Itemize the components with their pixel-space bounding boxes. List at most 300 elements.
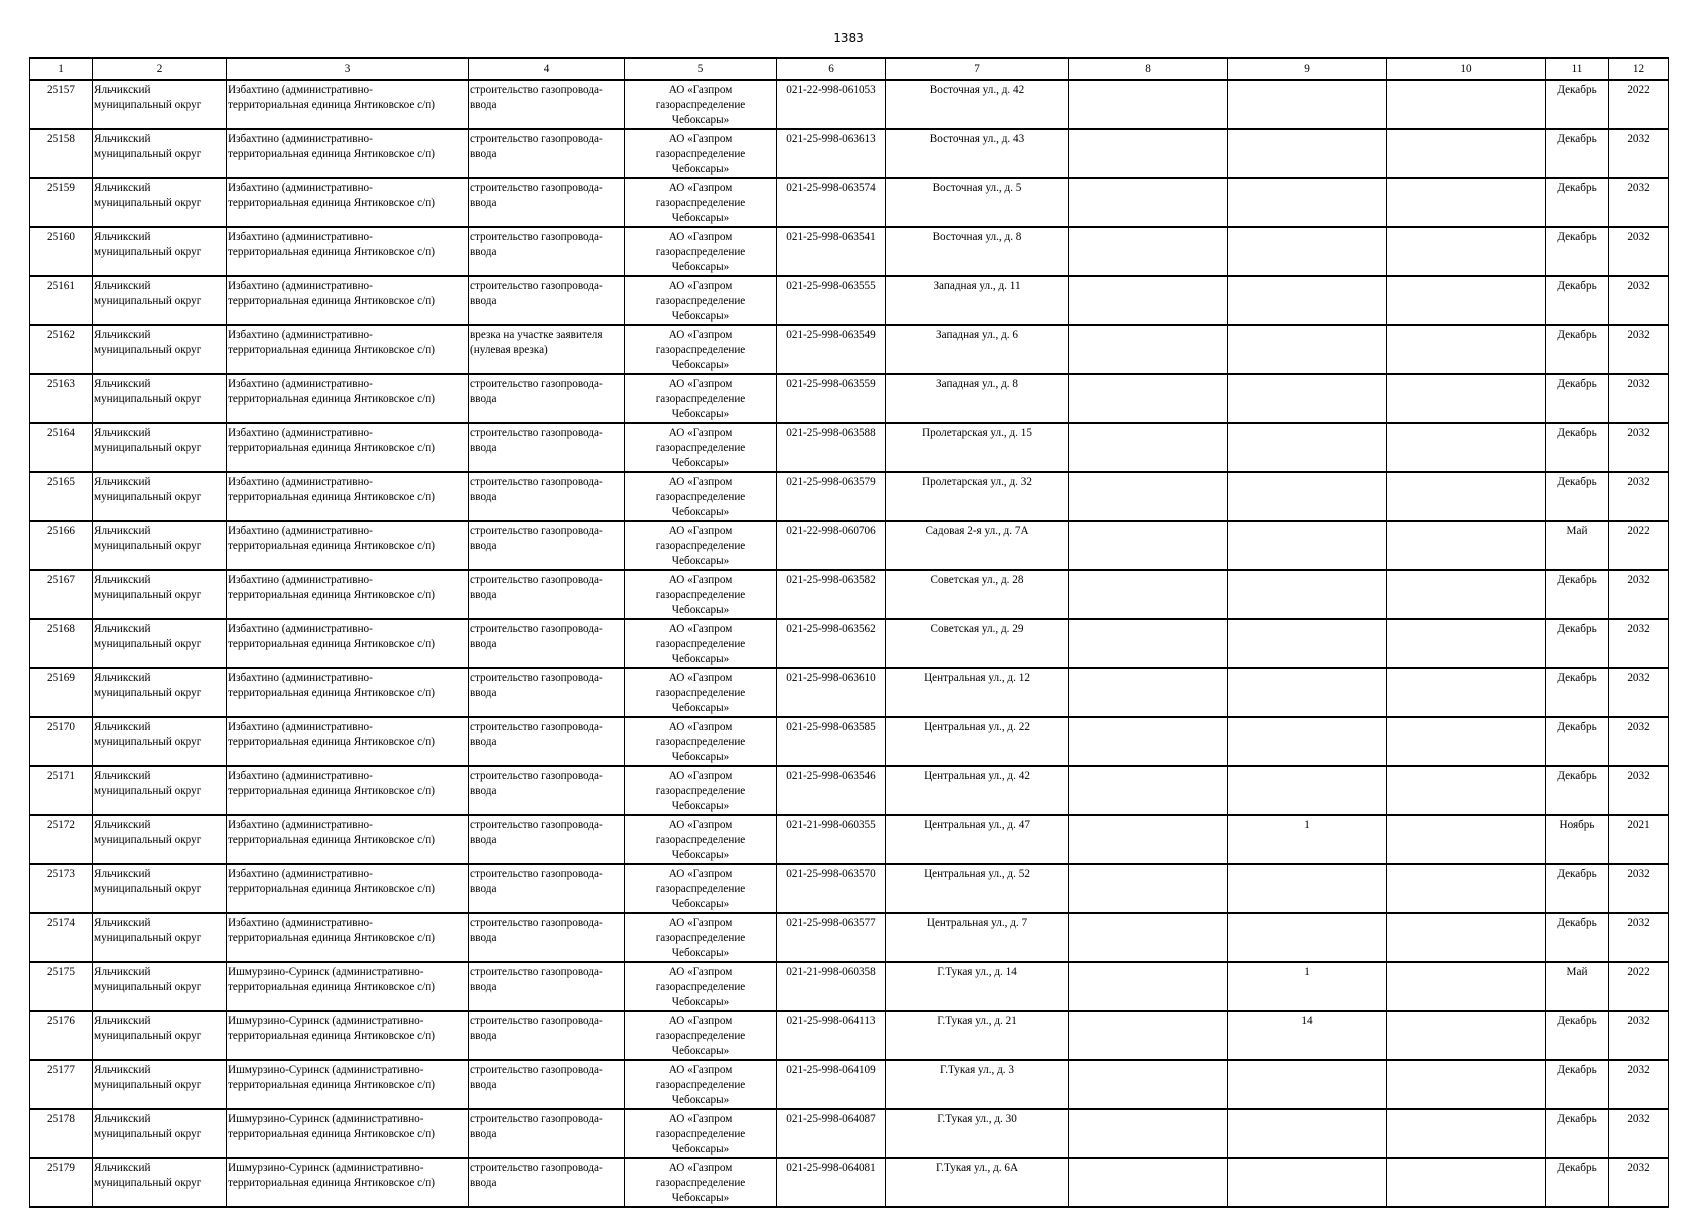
cell-district-text: муниципальный округ xyxy=(94,393,202,405)
cell-locality-text: Избахтино (административно- xyxy=(228,819,373,831)
cell-organization-text: АО «Газпром xyxy=(668,231,733,243)
cell-address xyxy=(886,472,1069,521)
cell-col9 xyxy=(1228,717,1387,766)
cell-address-text: Центральная ул., д. 42 xyxy=(924,770,1030,782)
cell-organization xyxy=(625,962,777,1011)
cell-month xyxy=(1546,227,1609,276)
cell-col9 xyxy=(1228,227,1387,276)
cell-col10 xyxy=(1387,570,1546,619)
cell-col10 xyxy=(1387,423,1546,472)
cell-district-text: Яльчикский xyxy=(94,329,151,341)
cell-month-text: Декабрь xyxy=(1557,770,1597,782)
cell-locality-text: территориальная единица Янтиковское с/п) xyxy=(228,442,435,454)
cell-organization-text: газораспределение xyxy=(655,883,746,895)
column-header: 8 xyxy=(1069,58,1228,80)
cell-district-text: Яльчикский xyxy=(94,133,151,145)
page-number: 1383 xyxy=(833,31,864,45)
cell-row-number xyxy=(30,1060,93,1109)
cell-address xyxy=(886,717,1069,766)
cell-row-number xyxy=(30,178,93,227)
cell-application-code-text: 021-25-998-063610 xyxy=(786,672,876,684)
cell-address-text: Западная ул., д. 6 xyxy=(936,329,1018,341)
cell-year-text: 2032 xyxy=(1627,378,1650,390)
cell-locality-text: территориальная единица Янтиковское с/п) xyxy=(228,491,435,503)
cell-application-code-text: 021-25-998-063582 xyxy=(786,574,876,586)
cell-district xyxy=(93,1060,227,1109)
cell-address-text: Советская ул., д. 28 xyxy=(930,574,1024,586)
cell-application-code xyxy=(777,374,886,423)
cell-address xyxy=(886,374,1069,423)
cell-organization xyxy=(625,815,777,864)
cell-organization-text: Чебоксары» xyxy=(671,506,730,518)
cell-row-number-text: 25168 xyxy=(47,623,75,635)
cell-year-text: 2032 xyxy=(1627,182,1650,194)
table-row xyxy=(30,1011,1669,1060)
cell-row-number xyxy=(30,668,93,717)
table-row xyxy=(30,423,1669,472)
cell-locality-text: территориальная единица Янтиковское с/п) xyxy=(228,638,435,650)
cell-work-type xyxy=(469,864,625,913)
cell-locality xyxy=(227,570,469,619)
cell-work-type-text: ввода xyxy=(470,981,497,993)
cell-col9 xyxy=(1228,178,1387,227)
cell-address-text: Г.Тукая ул., д. 3 xyxy=(940,1064,1014,1076)
cell-year xyxy=(1609,815,1669,864)
cell-application-code-text: 021-25-998-063562 xyxy=(786,623,876,635)
cell-year xyxy=(1609,521,1669,570)
table-row xyxy=(30,521,1669,570)
cell-organization-text: Чебоксары» xyxy=(671,555,730,567)
cell-application-code-text: 021-22-998-060706 xyxy=(786,525,876,537)
cell-locality-text: Избахтино (административно- xyxy=(228,623,373,635)
cell-row-number xyxy=(30,913,93,962)
cell-year-text: 2032 xyxy=(1627,329,1650,341)
cell-application-code-text: 021-25-998-063588 xyxy=(786,427,876,439)
cell-row-number xyxy=(30,423,93,472)
cell-district xyxy=(93,325,227,374)
cell-row-number xyxy=(30,1109,93,1158)
cell-year-text: 2032 xyxy=(1627,574,1650,586)
cell-address xyxy=(886,80,1069,129)
cell-organization-text: Чебоксары» xyxy=(671,163,730,175)
cell-locality xyxy=(227,423,469,472)
cell-organization-text: газораспределение xyxy=(655,736,746,748)
cell-month xyxy=(1546,178,1609,227)
cell-locality-text: территориальная единица Янтиковское с/п) xyxy=(228,540,435,552)
cell-work-type xyxy=(469,374,625,423)
cell-month-text: Декабрь xyxy=(1557,868,1597,880)
cell-application-code xyxy=(777,423,886,472)
cell-locality xyxy=(227,80,469,129)
cell-district-text: Яльчикский xyxy=(94,770,151,782)
cell-work-type-text: строительство газопровода- xyxy=(470,966,603,978)
cell-col9 xyxy=(1228,521,1387,570)
cell-row-number xyxy=(30,472,93,521)
cell-work-type xyxy=(469,423,625,472)
cell-year-text: 2032 xyxy=(1627,476,1650,488)
cell-district xyxy=(93,129,227,178)
cell-application-code xyxy=(777,1060,886,1109)
cell-district-text: Яльчикский xyxy=(94,280,151,292)
cell-year xyxy=(1609,766,1669,815)
cell-col8 xyxy=(1069,276,1228,325)
cell-work-type-text: ввода xyxy=(470,295,497,307)
table-row xyxy=(30,570,1669,619)
cell-organization-text: АО «Газпром xyxy=(668,329,733,341)
cell-organization-text: газораспределение xyxy=(655,442,746,454)
cell-year-text: 2032 xyxy=(1627,1064,1650,1076)
cell-address xyxy=(886,570,1069,619)
cell-work-type-text: строительство газопровода- xyxy=(470,819,603,831)
cell-address-text: Г.Тукая ул., д. 30 xyxy=(937,1113,1017,1125)
cell-work-type-text: строительство газопровода- xyxy=(470,1162,603,1174)
cell-district xyxy=(93,1109,227,1158)
cell-work-type-text: строительство газопровода- xyxy=(470,84,603,96)
cell-organization-text: газораспределение xyxy=(655,393,746,405)
cell-organization-text: АО «Газпром xyxy=(668,133,733,145)
cell-year xyxy=(1609,864,1669,913)
cell-district-text: муниципальный округ xyxy=(94,687,202,699)
cell-month xyxy=(1546,276,1609,325)
cell-row-number xyxy=(30,962,93,1011)
table-row xyxy=(30,962,1669,1011)
cell-work-type-text: строительство газопровода- xyxy=(470,476,603,488)
cell-year xyxy=(1609,913,1669,962)
cell-locality-text: Избахтино (административно- xyxy=(228,133,373,145)
cell-col8 xyxy=(1069,325,1228,374)
cell-district-text: Яльчикский xyxy=(94,427,151,439)
cell-locality-text: территориальная единица Янтиковское с/п) xyxy=(228,736,435,748)
cell-row-number xyxy=(30,325,93,374)
cell-col9 xyxy=(1228,1109,1387,1158)
cell-col9 xyxy=(1228,766,1387,815)
cell-organization-text: АО «Газпром xyxy=(668,574,733,586)
cell-col8 xyxy=(1069,962,1228,1011)
cell-row-number-text: 25170 xyxy=(47,721,75,733)
table-row xyxy=(30,815,1669,864)
cell-district xyxy=(93,80,227,129)
cell-work-type xyxy=(469,913,625,962)
table-row xyxy=(30,766,1669,815)
cell-address-text: Центральная ул., д. 22 xyxy=(924,721,1030,733)
cell-year xyxy=(1609,227,1669,276)
table-row xyxy=(30,276,1669,325)
cell-locality-text: территориальная единица Янтиковское с/п) xyxy=(228,99,435,111)
cell-work-type-text: строительство газопровода- xyxy=(470,868,603,880)
cell-month xyxy=(1546,1060,1609,1109)
cell-organization-text: газораспределение xyxy=(655,1177,746,1189)
cell-row-number-text: 25165 xyxy=(47,476,75,488)
cell-row-number xyxy=(30,80,93,129)
column-header: 2 xyxy=(93,58,227,80)
cell-work-type-text: строительство газопровода- xyxy=(470,721,603,733)
cell-col10 xyxy=(1387,962,1546,1011)
cell-row-number-text: 25171 xyxy=(47,770,75,782)
cell-application-code-text: 021-25-998-064113 xyxy=(786,1015,876,1027)
cell-year xyxy=(1609,276,1669,325)
cell-work-type xyxy=(469,1060,625,1109)
cell-work-type-text: строительство газопровода- xyxy=(470,280,603,292)
cell-work-type-text: ввода xyxy=(470,197,497,209)
cell-district xyxy=(93,815,227,864)
cell-month-text: Декабрь xyxy=(1557,182,1597,194)
cell-work-type-text: ввода xyxy=(470,99,497,111)
cell-col9-text: 14 xyxy=(1301,1015,1313,1027)
cell-organization-text: Чебоксары» xyxy=(671,408,730,420)
cell-month xyxy=(1546,668,1609,717)
cell-address-text: Садовая 2-я ул., д. 7А xyxy=(925,525,1029,537)
cell-district-text: муниципальный округ xyxy=(94,589,202,601)
cell-organization-text: Чебоксары» xyxy=(671,898,730,910)
cell-organization-text: газораспределение xyxy=(655,981,746,993)
cell-row-number xyxy=(30,766,93,815)
cell-work-type-text: строительство газопровода- xyxy=(470,182,603,194)
cell-address-text: Центральная ул., д. 47 xyxy=(924,819,1030,831)
cell-locality-text: территориальная единица Янтиковское с/п) xyxy=(228,687,435,699)
cell-locality xyxy=(227,129,469,178)
cell-row-number-text: 25179 xyxy=(47,1162,75,1174)
cell-month xyxy=(1546,766,1609,815)
cell-application-code xyxy=(777,570,886,619)
cell-district-text: муниципальный округ xyxy=(94,883,202,895)
cell-application-code xyxy=(777,913,886,962)
cell-organization-text: Чебоксары» xyxy=(671,653,730,665)
cell-organization xyxy=(625,521,777,570)
cell-col10 xyxy=(1387,913,1546,962)
cell-col9 xyxy=(1228,1060,1387,1109)
cell-month xyxy=(1546,717,1609,766)
column-header: 6 xyxy=(777,58,886,80)
cell-address-text: Восточная ул., д. 5 xyxy=(932,182,1022,194)
cell-locality-text: Избахтино (административно- xyxy=(228,574,373,586)
cell-district xyxy=(93,668,227,717)
cell-district-text: муниципальный округ xyxy=(94,491,202,503)
cell-application-code xyxy=(777,1011,886,1060)
cell-month-text: Декабрь xyxy=(1557,1113,1597,1125)
cell-address-text: Центральная ул., д. 12 xyxy=(924,672,1030,684)
cell-row-number-text: 25161 xyxy=(47,280,75,292)
cell-address xyxy=(886,815,1069,864)
cell-organization-text: Чебоксары» xyxy=(671,849,730,861)
cell-work-type-text: строительство газопровода- xyxy=(470,427,603,439)
cell-application-code-text: 021-25-998-064087 xyxy=(786,1113,876,1125)
cell-organization-text: газораспределение xyxy=(655,148,746,160)
cell-district-text: Яльчикский xyxy=(94,182,151,194)
cell-locality-text: Избахтино (административно- xyxy=(228,427,373,439)
table-row xyxy=(30,129,1669,178)
cell-organization xyxy=(625,129,777,178)
cell-year xyxy=(1609,570,1669,619)
cell-col10 xyxy=(1387,1109,1546,1158)
cell-locality-text: территориальная единица Янтиковское с/п) xyxy=(228,393,435,405)
cell-organization-text: АО «Газпром xyxy=(668,182,733,194)
cell-district-text: муниципальный округ xyxy=(94,1030,202,1042)
cell-district-text: Яльчикский xyxy=(94,525,151,537)
cell-col10 xyxy=(1387,766,1546,815)
cell-locality-text: территориальная единица Янтиковское с/п) xyxy=(228,589,435,601)
cell-col10 xyxy=(1387,717,1546,766)
cell-district-text: муниципальный округ xyxy=(94,1079,202,1091)
cell-year xyxy=(1609,1060,1669,1109)
cell-year-text: 2032 xyxy=(1627,133,1650,145)
cell-district xyxy=(93,717,227,766)
cell-work-type-text: ввода xyxy=(470,1128,497,1140)
cell-organization-text: газораспределение xyxy=(655,295,746,307)
cell-application-code xyxy=(777,1109,886,1158)
cell-work-type-text: строительство газопровода- xyxy=(470,1064,603,1076)
cell-work-type xyxy=(469,766,625,815)
cell-district-text: Яльчикский xyxy=(94,819,151,831)
table-row xyxy=(30,717,1669,766)
cell-district-text: Яльчикский xyxy=(94,917,151,929)
cell-locality xyxy=(227,668,469,717)
cell-row-number xyxy=(30,864,93,913)
cell-district-text: муниципальный округ xyxy=(94,246,202,258)
cell-organization xyxy=(625,1060,777,1109)
cell-year-text: 2022 xyxy=(1627,966,1650,978)
cell-year xyxy=(1609,178,1669,227)
cell-address xyxy=(886,668,1069,717)
cell-district xyxy=(93,374,227,423)
cell-locality-text: территориальная единица Янтиковское с/п) xyxy=(228,932,435,944)
cell-col9 xyxy=(1228,570,1387,619)
cell-col9 xyxy=(1228,1011,1387,1060)
cell-district-text: муниципальный округ xyxy=(94,295,202,307)
cell-organization-text: АО «Газпром xyxy=(668,868,733,880)
cell-col9 xyxy=(1228,668,1387,717)
cell-organization-text: Чебоксары» xyxy=(671,1094,730,1106)
cell-district xyxy=(93,472,227,521)
cell-organization-text: Чебоксары» xyxy=(671,1045,730,1057)
cell-organization-text: Чебоксары» xyxy=(671,996,730,1008)
cell-locality-text: территориальная единица Янтиковское с/п) xyxy=(228,981,435,993)
cell-col10 xyxy=(1387,227,1546,276)
cell-application-code-text: 021-25-998-063555 xyxy=(786,280,876,292)
cell-locality-text: Избахтино (административно- xyxy=(228,329,373,341)
cell-month-text: Декабрь xyxy=(1557,1162,1597,1174)
cell-month xyxy=(1546,1011,1609,1060)
cell-application-code-text: 021-25-998-063574 xyxy=(786,182,876,194)
cell-district-text: муниципальный округ xyxy=(94,197,202,209)
cell-organization-text: Чебоксары» xyxy=(671,1143,730,1155)
cell-col8 xyxy=(1069,913,1228,962)
cell-month xyxy=(1546,80,1609,129)
cell-col10 xyxy=(1387,1011,1546,1060)
cell-organization xyxy=(625,717,777,766)
cell-application-code xyxy=(777,129,886,178)
table-row xyxy=(30,80,1669,129)
cell-col9 xyxy=(1228,80,1387,129)
table-row xyxy=(30,619,1669,668)
cell-address-text: Г.Тукая ул., д. 21 xyxy=(937,1015,1017,1027)
column-header: 9 xyxy=(1228,58,1387,80)
cell-col8 xyxy=(1069,227,1228,276)
cell-col8 xyxy=(1069,1060,1228,1109)
cell-district-text: муниципальный округ xyxy=(94,1177,202,1189)
table-row xyxy=(30,1109,1669,1158)
cell-col9 xyxy=(1228,619,1387,668)
cell-row-number xyxy=(30,1011,93,1060)
cell-col8 xyxy=(1069,80,1228,129)
cell-col9 xyxy=(1228,962,1387,1011)
table-row xyxy=(30,864,1669,913)
cell-year xyxy=(1609,80,1669,129)
cell-organization xyxy=(625,325,777,374)
cell-row-number-text: 25166 xyxy=(47,525,75,537)
cell-organization-text: АО «Газпром xyxy=(668,280,733,292)
cell-month-text: Декабрь xyxy=(1557,378,1597,390)
cell-organization xyxy=(625,178,777,227)
header-row xyxy=(30,58,1669,80)
cell-address xyxy=(886,619,1069,668)
cell-work-type xyxy=(469,129,625,178)
cell-locality xyxy=(227,325,469,374)
cell-application-code xyxy=(777,178,886,227)
cell-application-code-text: 021-21-998-060358 xyxy=(786,966,876,978)
cell-month-text: Декабрь xyxy=(1557,427,1597,439)
cell-locality-text: территориальная единица Янтиковское с/п) xyxy=(228,785,435,797)
cell-locality-text: Ишмурзино-Суринск (административно- xyxy=(228,1113,424,1125)
cell-locality-text: территориальная единица Янтиковское с/п) xyxy=(228,295,435,307)
cell-locality-text: Избахтино (административно- xyxy=(228,721,373,733)
cell-district-text: Яльчикский xyxy=(94,231,151,243)
table-row xyxy=(30,374,1669,423)
cell-col8 xyxy=(1069,864,1228,913)
cell-col10 xyxy=(1387,864,1546,913)
cell-district-text: муниципальный округ xyxy=(94,1128,202,1140)
cell-organization xyxy=(625,766,777,815)
cell-organization-text: газораспределение xyxy=(655,540,746,552)
cell-month-text: Май xyxy=(1566,525,1588,537)
cell-month-text: Декабрь xyxy=(1557,133,1597,145)
cell-year xyxy=(1609,129,1669,178)
cell-work-type-text: ввода xyxy=(470,785,497,797)
cell-work-type xyxy=(469,815,625,864)
cell-organization xyxy=(625,913,777,962)
cell-month-text: Декабрь xyxy=(1557,476,1597,488)
cell-year xyxy=(1609,325,1669,374)
cell-organization xyxy=(625,668,777,717)
cell-row-number-text: 25169 xyxy=(47,672,75,684)
cell-row-number xyxy=(30,521,93,570)
cell-organization-text: Чебоксары» xyxy=(671,261,730,273)
cell-locality-text: территориальная единица Янтиковское с/п) xyxy=(228,1177,435,1189)
cell-col10 xyxy=(1387,619,1546,668)
cell-organization xyxy=(625,227,777,276)
cell-locality-text: Избахтино (административно- xyxy=(228,84,373,96)
cell-locality-text: Избахтино (административно- xyxy=(228,770,373,782)
cell-work-type-text: строительство газопровода- xyxy=(470,672,603,684)
cell-month-text: Ноябрь xyxy=(1559,819,1595,831)
cell-row-number-text: 25174 xyxy=(47,917,75,929)
cell-work-type-text: строительство газопровода- xyxy=(470,525,603,537)
cell-district-text: муниципальный округ xyxy=(94,785,202,797)
cell-locality xyxy=(227,619,469,668)
cell-col8 xyxy=(1069,178,1228,227)
cell-row-number xyxy=(30,276,93,325)
cell-application-code xyxy=(777,276,886,325)
cell-month-text: Декабрь xyxy=(1557,1064,1597,1076)
table-row xyxy=(30,227,1669,276)
cell-row-number-text: 25178 xyxy=(47,1113,75,1125)
cell-district-text: Яльчикский xyxy=(94,1015,151,1027)
cell-district-text: Яльчикский xyxy=(94,672,151,684)
cell-month xyxy=(1546,521,1609,570)
cell-locality-text: территориальная единица Янтиковское с/п) xyxy=(228,148,435,160)
cell-row-number-text: 25175 xyxy=(47,966,75,978)
cell-address-text: Центральная ул., д. 52 xyxy=(924,868,1030,880)
column-header: 1 xyxy=(30,58,93,80)
